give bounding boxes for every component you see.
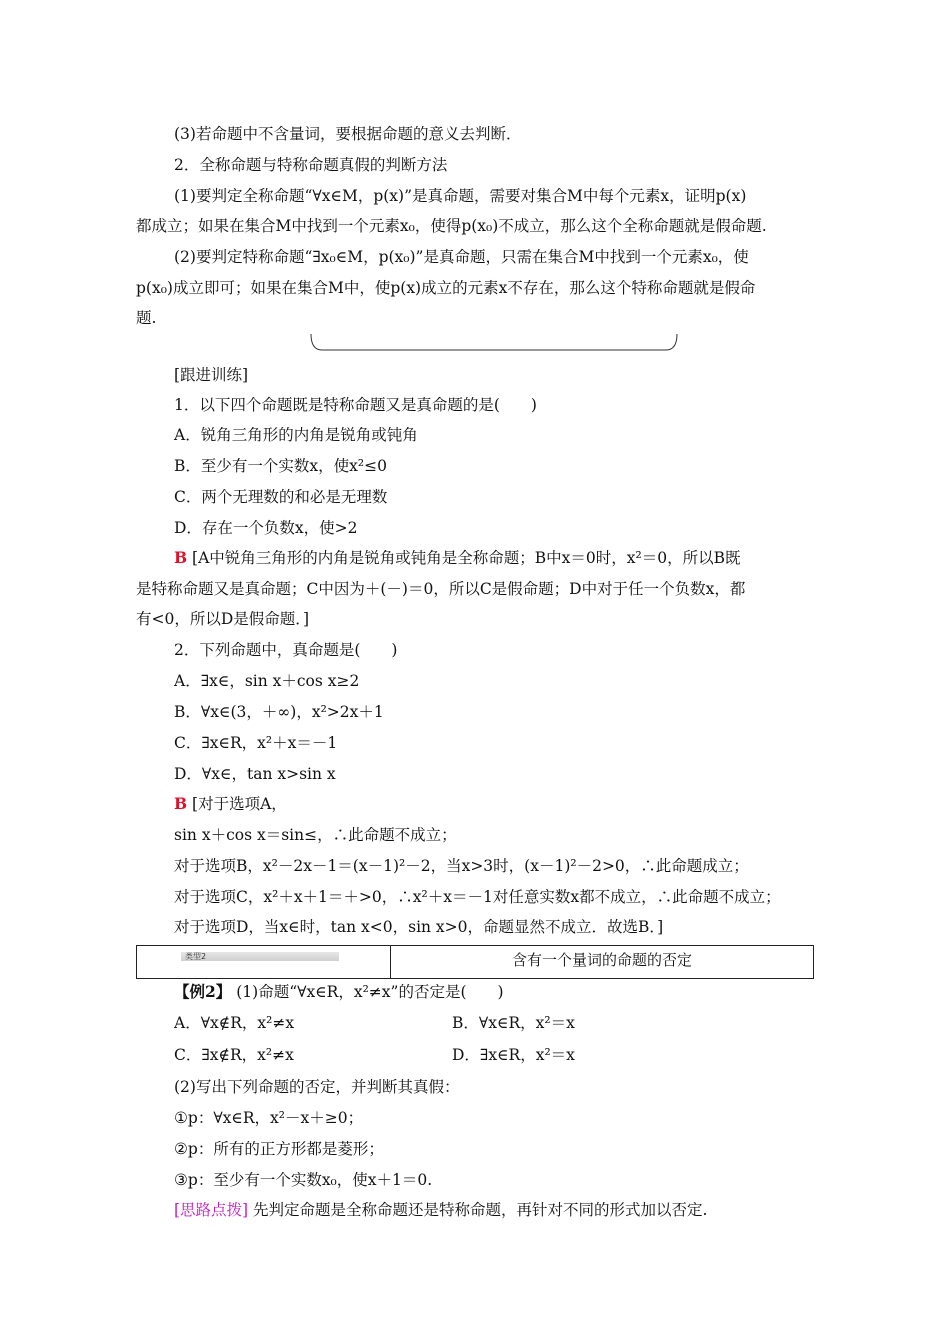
option-d: D．∀x∈，tan x>sin x [174,765,336,783]
question-1: 1．以下四个命题既是特称命题又是真命题的是( ) [174,396,537,414]
text-line: sin x＋cos x＝sin≤，∴此命题不成立； [174,826,457,844]
text-line: (1)要判定全称命题“∀x∈M，p(x)”是真命题，需要对集合M中每个元素x，证明p(x) [174,187,747,205]
type-header-bar [136,945,814,979]
proposition-1: ①p：∀x∈R，x²－x＋≥0； [174,1109,364,1127]
answer-2 [174,794,287,814]
type-tag: 类型2 [181,952,339,961]
option-c: C．∃x∈R，x²＋x＝－1 [174,734,338,752]
option-d: D．∃x∈R，x²＝x [452,1046,575,1064]
option-a: A．∀x∉R，x²≠x [174,1014,295,1032]
option-c: C．∃x∉R，x²≠x [174,1046,294,1064]
option-d: D．存在一个负数x，使>2 [174,519,358,537]
type-title: 含有一个量词的命题的否定 [511,951,692,969]
text-line: (2)要判定特称命题“∃x₀∈M，p(x₀)”是真命题，只需在集合M中找到一个元素x₀，使 [174,248,749,266]
option-a: A．锐角三角形的内角是锐角或钝角 [174,426,418,444]
text-line: 都成立；如果在集合M中找到一个元素x₀，使得p(x₀)不成立，那么这个全称命题就是假命题. [136,217,767,235]
answer-letter: B [174,548,188,567]
example-label: 【例2】 [174,982,232,1001]
text-line: 是特称命题又是真命题；C中因为＋(－)＝0，所以C是假命题；D中对于任一个负数x，都 [136,580,746,598]
answer-explanation: [A中锐角三角形的内角是锐角或钝角是全称命题；B中x＝0时，x²＝0，所以B既 [192,549,741,567]
text-line: 对于选项B，x²－2x－1＝(x－1)²－2，当x>3时，(x－1)²－2>0，∴此命题成立； [174,857,749,875]
option-b: B．至少有一个实数x，使x²≤0 [174,457,387,475]
example-2 [174,982,504,1002]
option-b: B．∀x∈(3，＋∞)，x²>2x＋1 [174,703,384,721]
text-line: 对于选项C，x²＋x＋1＝＋>0，∴x²＋x＝－1对任意实数x都不成立，∴此命题不成立； [174,888,781,906]
answer-explanation: [对于选项A， [192,795,287,813]
text-line: 有<0，所以D是假命题．] [136,610,310,628]
text-line: 题. [136,309,157,327]
hint-text: 先判定命题是全称命题还是特称命题，再针对不同的形式加以否定. [253,1201,708,1219]
option-c: C．两个无理数的和必是无理数 [174,488,388,506]
hint-label: [思路点拨] [174,1201,249,1219]
option-a: A．∃x∈，sin x＋cos x≥2 [174,672,360,690]
text-line: (3)若命题中不含量词，要根据命题的意义去判断． [174,125,522,143]
proposition-3: ③p：至少有一个实数x₀，使x＋1＝0. [174,1171,433,1189]
hint [174,1200,707,1220]
question-2: 2．下列命题中，真命题是( ) [174,641,398,659]
practice-heading: [跟进训练] [174,366,249,384]
example-question: (1)命题“∀x∈R，x²≠x”的否定是( ) [236,983,504,1001]
proposition-2: ②p：所有的正方形都是菱形； [174,1140,384,1158]
answer-1 [174,548,741,568]
section-heading: 2．全称命题与特称命题真假的判断方法 [174,156,448,174]
text-line: p(x₀)成立即可；如果在集合M中，使p(x)成立的元素x不存在，那么这个特称命题就是假命 [136,279,756,297]
answer-letter: B [174,794,188,813]
text-line: 对于选项D，当x∈时，tan x<0，sin x>0，命题显然不成立．故选B．] [174,918,664,936]
option-b: B．∀x∈R，x²＝x [452,1014,575,1032]
question-part-2: (2)写出下列命题的否定，并判断其真假： [174,1078,460,1096]
section-divider-brace [310,334,678,352]
